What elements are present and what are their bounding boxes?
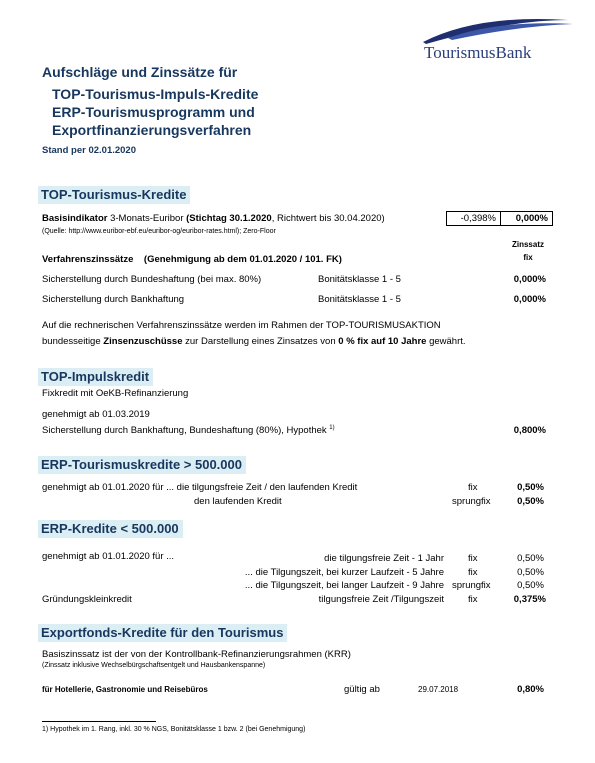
export-value: 0,80% [517,684,544,695]
row-bundeshaftung-label: Sicherstellung durch Bundeshaftung (bei max. 80%) [42,274,262,285]
title-line-4: Exportfinanzierungsverfahren [52,122,252,138]
erp-row-desc: ... die Tilgungszeit, bei kurzer Laufzeit - 5 Jahre [244,567,444,578]
erp-tour-line-1-type: fix [468,482,478,493]
row-bankhaftung-class: Bonitätsklasse 1 - 5 [318,294,401,305]
page-title: Aufschläge und Zinssätze für [42,64,238,80]
row-bankhaftung-value: 0,000% [513,294,546,305]
gruendung-value: 0,375% [513,594,546,605]
zinssatz-header: Zinssatz [511,240,544,249]
footnote-mark: 1) [329,425,335,431]
impuls-sub: Fixkredit mit OeKB-Refinanzierung [42,388,189,399]
section-heading-erp: ERP-Kredite < 500.000 [38,520,183,538]
title-line-3: ERP-Tourismusprogramm und [52,104,255,120]
erp-tour-line-2-value: 0,50% [517,496,544,507]
floor-value: 0,000% [500,211,553,226]
note-line-1: Auf die rechnerischen Verfahrenszinssätze werden im Rahmen der TOP-TOURISMUSAKTION [42,320,441,331]
gruendung-type: fix [468,594,478,605]
impuls-genehmigt: genehmigt ab 01.03.2019 [42,409,150,420]
basis-indicator: Basisindikator 3-Monats-Euribor (Stichtag 30.1.2020, Richtwert bis 30.04.2020) [42,213,385,224]
section-heading-top: TOP-Tourismus-Kredite [38,186,190,204]
erp-row-value: 0,50% [517,567,544,578]
export-target: für Hotellerie, Gastronomie und Reisebüros [42,685,208,694]
row-bundeshaftung-class: Bonitätsklasse 1 - 5 [318,274,401,285]
erp-row-value: 0,50% [517,580,544,591]
source-note: (Quelle: http://www.euribor-ebf.eu/euribor-og/euribor-rates.html); Zero-Floor [42,228,276,235]
erp-tour-line-2-type: sprungfix [452,496,491,507]
footnote-divider [42,721,156,722]
erp-genehmigt: genehmigt ab 01.01.2020 für ... [42,551,175,562]
gruendung-label: Gründungskleinkredit [42,594,132,605]
logo-swoosh-icon [418,12,578,46]
export-line-2: (Zinssatz inklusive Wechselbürgschaftsentgelt und Hausbankenspanne) [42,662,266,669]
erp-row-type: sprungfix [452,580,491,591]
stand-date: Stand per 02.01.2020 [42,145,136,156]
impuls-sicherstellung: Sicherstellung durch Bankhaftung, Bundeshaftung (80%), Hypothek $^{1)}$ [42,425,335,437]
logo-text: TourismusBank [424,43,532,62]
verfahren-heading: Verfahrenszinssätze (Genehmigung ab dem 01.01.2020 / 101. FK) [42,254,342,265]
section-heading-export: Exportfonds-Kredite für den Tourismus [38,624,287,642]
export-line-1: Basiszinssatz ist der von der Kontrollbank-Refinanzierungsrahmen (KRR) [42,649,351,660]
fix-header: fix [523,253,533,262]
footnote: 1) Hypothek im 1. Rang, inkl. 30 % NGS, Bonitätsklasse 1 bzw. 2 (bei Genehmigung) [42,726,306,733]
erp-tour-line-2: den laufenden Kredit [194,496,282,507]
impuls-value: 0,800% [513,425,546,436]
row-bankhaftung-label: Sicherstellung durch Bankhaftung [42,294,185,305]
erp-row-type: fix [468,567,478,578]
row-bundeshaftung-value: 0,000% [513,274,546,285]
note-line-2: bundesseitige Zinsenzuschüsse zur Darstellung eines Zinsatzes von 0 % fix auf 10 Jahre gewährt. [42,336,466,347]
erp-tour-line-1: genehmigt ab 01.01.2020 für ... die tilgungsfreie Zeit / den laufenden Kredit [42,482,358,493]
section-heading-erp-tourismus: ERP-Tourismuskredite > 500.000 [38,456,246,474]
export-date: 29.07.2018 [418,685,459,694]
erp-row-desc: die tilgungsfreie Zeit - 1 Jahr [324,553,444,564]
erp-row-value: 0,50% [517,553,544,564]
erp-row-desc: ... die Tilgungszeit, bei langer Laufzeit - 9 Jahre [244,580,444,591]
export-gueltig: gültig ab [344,684,380,695]
gruendung-desc: tilgungsfreie Zeit /Tilgungszeit [318,594,444,605]
title-line-2: TOP-Tourismus-Impuls-Kredite [52,86,259,102]
euribor-value: -0,398% [446,211,501,226]
section-heading-impuls: TOP-Impulskredit [38,368,153,386]
erp-row-type: fix [468,553,478,564]
erp-tour-line-1-value: 0,50% [517,482,544,493]
